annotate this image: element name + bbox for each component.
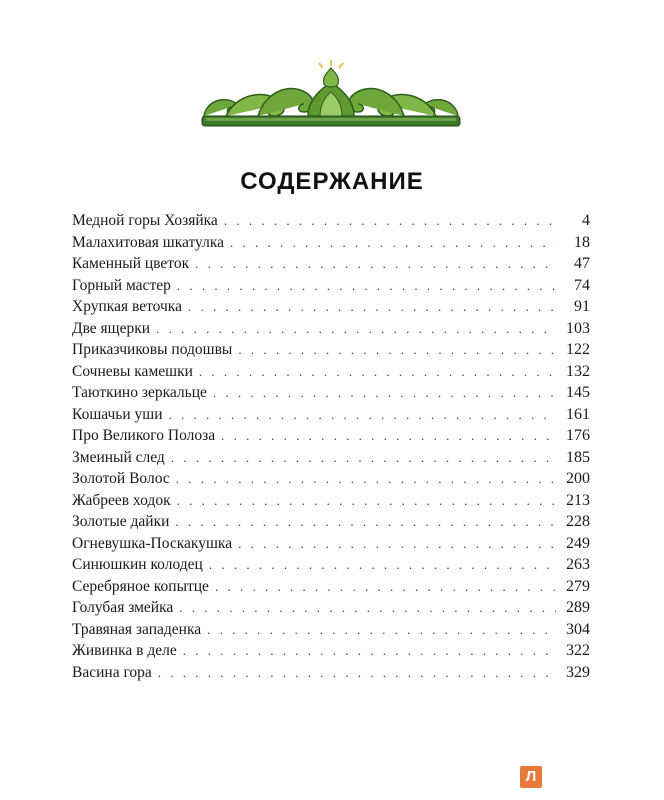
toc-entry: [72, 640, 590, 662]
toc-entry-title: Каменный цветок: [72, 255, 190, 272]
toc-entry-page-number: 18: [574, 233, 590, 251]
toc-leader-dots: [224, 210, 556, 232]
toc-entry: [72, 382, 590, 404]
toc-leader-dots: [238, 339, 556, 361]
toc-entry-page-number: 279: [566, 577, 590, 595]
toc-entry-title: Васина гора: [72, 663, 152, 681]
toc-entry: [72, 662, 590, 684]
toc-entry-title: Две ящерки: [72, 319, 151, 337]
toc-entry-page-number: 74: [574, 276, 590, 294]
toc-leader-dots: [171, 447, 556, 469]
toc-entry-page-number: 249: [566, 534, 590, 552]
toc-entry-page-number: 228: [566, 513, 590, 530]
toc-leader-dots: [177, 490, 556, 512]
toc-leader-dots: [179, 597, 556, 619]
toc-entry-title: Серебряное копытце: [72, 577, 209, 595]
toc-entry: [72, 425, 590, 447]
toc-entry-page-number: 176: [566, 427, 590, 444]
toc-entry: [72, 490, 590, 512]
toc-entry-page-number: 122: [566, 341, 590, 358]
toc-leader-dots: [207, 619, 556, 641]
toc-entry-page-number: 132: [566, 362, 590, 380]
page-title: СОДЕРЖАНИЕ: [240, 168, 424, 195]
toc-entry-title: Приказчиковы подошвы: [72, 341, 233, 358]
toc-entry: [72, 253, 590, 275]
toc-entry-page-number: 289: [566, 599, 590, 616]
toc-leader-dots: [195, 253, 556, 275]
toc-entry-title: Золотые дайки: [72, 513, 170, 530]
table-of-contents: [72, 210, 590, 683]
toc-leader-dots: [209, 554, 556, 576]
toc-entry-title: Огневушка-Поскакушка: [72, 534, 233, 552]
toc-entry-page-number: 185: [566, 448, 590, 466]
toc-entry-page-number: 322: [566, 642, 590, 659]
toc-entry: [72, 533, 590, 555]
toc-entry-title: Живинка в деле: [72, 642, 177, 659]
toc-leader-dots: [199, 361, 556, 383]
toc-entry: [72, 511, 590, 533]
toc-entry: [72, 232, 590, 254]
toc-entry: [72, 447, 590, 469]
toc-entry: [72, 597, 590, 619]
toc-leader-dots: [176, 468, 556, 490]
toc-entry-title: Малахитовая шкатулка: [72, 233, 225, 251]
toc-entry: [72, 468, 590, 490]
toc-leader-dots: [169, 404, 556, 426]
toc-entry-title: Жабреев ходок: [72, 491, 171, 509]
toc-leader-dots: [213, 382, 556, 404]
toc-entry-page-number: 4: [582, 212, 590, 229]
toc-entry-page-number: 329: [566, 663, 590, 681]
toc-leader-dots: [156, 318, 556, 340]
toc-entry: [72, 576, 590, 598]
toc-entry-title: Таюткино зеркальце: [72, 384, 207, 401]
toc-leader-dots: [188, 296, 556, 318]
toc-entry-title: Сочневы камешки: [72, 362, 193, 380]
toc-entry: [72, 404, 590, 426]
toc-entry-page-number: 145: [566, 384, 590, 401]
toc-entry: [72, 318, 590, 340]
toc-entry-title: Голубая змейка: [72, 599, 174, 616]
toc-entry-page-number: 263: [566, 556, 590, 573]
toc-entry-title: Хрупкая веточка: [72, 298, 182, 315]
toc-entry-title: Горный мастер: [72, 276, 171, 294]
toc-entry: [72, 339, 590, 361]
toc-leader-dots: [158, 662, 556, 684]
toc-entry-page-number: 47: [574, 255, 590, 272]
toc-leader-dots: [175, 511, 556, 533]
toc-entry-page-number: 91: [574, 298, 590, 315]
toc-entry-title: Травяная западенка: [72, 620, 202, 638]
toc-leader-dots: [177, 275, 556, 297]
toc-entry-title: Змеиный след: [72, 448, 165, 466]
toc-leader-dots: [183, 640, 556, 662]
toc-entry: [72, 619, 590, 641]
toc-entry-page-number: 103: [566, 319, 590, 337]
toc-entry: [72, 275, 590, 297]
toc-leader-dots: [238, 533, 556, 555]
toc-entry-title: Кошачьи уши: [72, 405, 163, 423]
toc-entry: [72, 361, 590, 383]
green-leaf-ornament-icon: [196, 60, 466, 134]
toc-leader-dots: [221, 425, 556, 447]
toc-entry-title: Синюшкин колодец: [72, 556, 203, 573]
toc-entry: [72, 554, 590, 576]
toc-entry-page-number: 161: [566, 405, 590, 423]
labirint-logo-icon: [520, 766, 542, 788]
toc-entry: [72, 210, 590, 232]
logo-letter: Л: [525, 768, 537, 785]
toc-entry-page-number: 200: [566, 470, 590, 487]
toc-entry-title: Медной горы Хозяйка: [72, 212, 218, 229]
toc-entry-page-number: 304: [566, 620, 590, 638]
toc-entry-page-number: 213: [566, 491, 590, 509]
toc-entry-title: Про Великого Полоза: [72, 427, 216, 444]
toc-leader-dots: [230, 232, 556, 254]
toc-entry: [72, 296, 590, 318]
toc-entry-title: Золотой Волос: [72, 470, 170, 487]
toc-leader-dots: [215, 576, 556, 598]
